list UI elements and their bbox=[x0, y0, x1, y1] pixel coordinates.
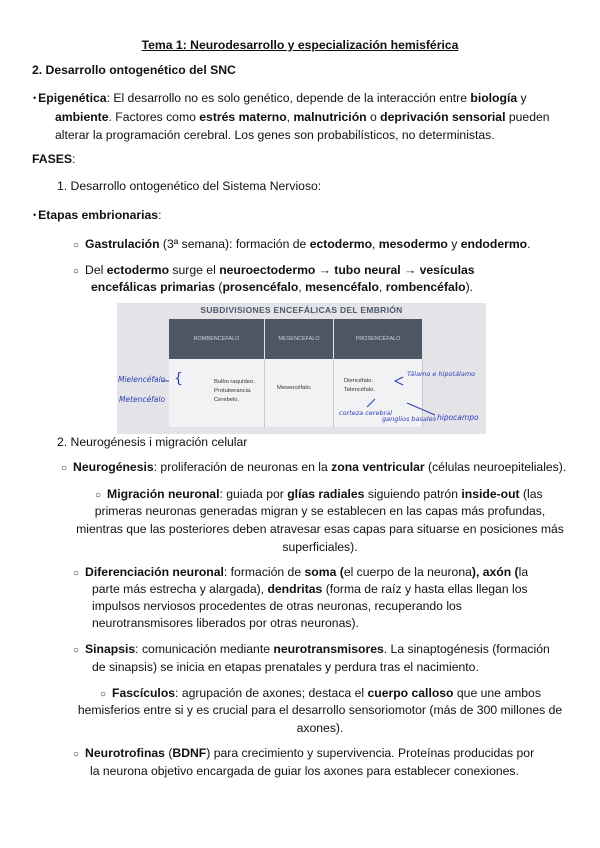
figure-col1-header: ROMBENCÉFALO bbox=[169, 319, 264, 359]
sinapsis-line-2: de sinapsis) se inicia en etapas prenatales y perdura tras el nacimiento. bbox=[92, 660, 479, 674]
figure-col3-header: PROSENCÉFALO bbox=[334, 319, 422, 359]
brace-icon: { bbox=[174, 371, 183, 387]
circle-bullet-icon: ○ bbox=[73, 240, 80, 251]
circle-bullet-icon: ○ bbox=[95, 490, 102, 501]
sinapsis-line-1: ○ Sinapsis: comunicación mediante neurotransmisores. La sinaptogénesis (formación bbox=[73, 642, 550, 656]
migracion-line-3: mientras que las posteriores deben atravesar esas capas para situarse en posiciones más bbox=[76, 522, 564, 536]
figure-col1-item: Protuberancia. bbox=[214, 388, 252, 394]
migracion-line-2: primeras neuronas generadas migran y se establecen en las capas más profundas, bbox=[94, 504, 546, 518]
circle-bullet-icon: ○ bbox=[100, 689, 107, 700]
ectodermo-line-1: ○ Del ectodermo surge el neuroectodermo → tubo neural → vesículas bbox=[73, 263, 475, 277]
document-title: Tema 1: Neurodesarrollo y especialización hemisférica bbox=[141, 38, 459, 52]
handwritten-talamo: Tálamo e hipotálamo bbox=[407, 370, 476, 378]
handwritten-hipocampo: hipocampo bbox=[437, 413, 479, 422]
diferenciacion-line-3: impulsos nerviosos procedentes de otras neuronas, recuperando los bbox=[92, 599, 462, 613]
fases-heading: FASES: bbox=[32, 152, 76, 166]
fasciculos-line-3: axones). bbox=[296, 721, 344, 735]
figure-col1-item: Cerebelo. bbox=[214, 397, 240, 403]
circle-bullet-icon: ○ bbox=[73, 568, 80, 579]
handwritten-ganglios: ganglios basales bbox=[382, 415, 437, 423]
epigenetica-line-3: alterar la programación cerebral. Los genes son probabilísticos, no deterministas. bbox=[55, 128, 495, 142]
etapas-heading: • Etapas embrionarias: bbox=[33, 208, 162, 222]
bullet-icon: • bbox=[33, 210, 37, 220]
figure-col1-item: Bulbo raquídeo. bbox=[214, 379, 255, 385]
embryo-subdivisions-figure bbox=[117, 303, 486, 434]
diferenciacion-line-1: ○ Diferenciación neuronal: formación de soma (el cuerpo de la neurona), axón (la bbox=[73, 565, 529, 579]
epigenetica-line-1: • Epigenética: El desarrollo no es solo genético, depende de la interacción entre biología y bbox=[33, 91, 527, 105]
diferenciacion-line-2: parte más estrecha y alargada), dendritas (forma de raíz y hasta ellas llegan los bbox=[92, 582, 528, 596]
diferenciacion-line-4: neurotransmisores liberados por otras neuronas). bbox=[92, 616, 359, 630]
circle-bullet-icon: ○ bbox=[73, 749, 80, 760]
circle-bullet-icon: ○ bbox=[73, 266, 80, 277]
ectodermo-line-2: encefálicas primarias (prosencéfalo, mesencéfalo, rombencéfalo). bbox=[91, 280, 474, 294]
section-heading: 2. Desarrollo ontogenético del SNC bbox=[32, 63, 236, 77]
figure-col3-item: Telencéfalo. bbox=[344, 387, 375, 393]
neurotrofinas-line-1: ○ Neurotrofinas (BDNF) para crecimiento y supervivencia. Proteínas producidas por bbox=[73, 746, 535, 760]
fasciculos-line-1: ○ Fascículos: agrupación de axones; destaca el cuerpo calloso que une ambos bbox=[100, 686, 541, 700]
figure-title: SUBDIVISIONES ENCEFÁLICAS DEL EMBRIÓN bbox=[200, 305, 403, 315]
handwritten-corteza: corteza cerebral bbox=[339, 409, 393, 417]
neurotrofinas-line-2: la neurona objetivo encargada de guiar los axones para establecer conexiones. bbox=[90, 764, 519, 778]
figure-col3-item: Diencéfalo. bbox=[344, 378, 374, 384]
bullet-icon: • bbox=[33, 93, 37, 103]
neurogenesis-line: ○ Neurogénesis: proliferación de neuronas en la zona ventricular (células neuroepiteliales). bbox=[61, 460, 567, 474]
handwritten-mielencefalo: Mielencéfalo bbox=[118, 375, 166, 384]
circle-bullet-icon: ○ bbox=[61, 463, 68, 474]
gastrulacion-line: ○ Gastrulación (3ª semana): formación de ectodermo, mesodermo y endodermo. bbox=[73, 237, 531, 251]
circle-bullet-icon: ○ bbox=[73, 645, 80, 656]
item-2: 2. Neurogénesis i migración celular bbox=[57, 435, 248, 449]
epigenetica-line-2: ambiente. Factores como estrés materno, malnutrición o deprivación sensorial pueden bbox=[55, 110, 550, 124]
migracion-line-4: superficiales). bbox=[282, 540, 358, 554]
item-1: 1. Desarrollo ontogenético del Sistema Nervioso: bbox=[57, 179, 322, 193]
handwritten-arrows bbox=[117, 303, 486, 434]
migracion-line-1: ○ Migración neuronal: guiada por glías radiales siguiendo patrón inside-out (las bbox=[95, 487, 543, 501]
handwritten-metencefalo: Metencéfalo bbox=[119, 395, 166, 404]
fasciculos-line-2: hemisferios entre si y es crucial para el desarrollo sensoriomotor (más de 300 millones de bbox=[77, 703, 563, 717]
figure-col2-header: MESENCÉFALO bbox=[265, 319, 333, 359]
figure-col2-item: Mesencéfalo. bbox=[277, 385, 312, 391]
